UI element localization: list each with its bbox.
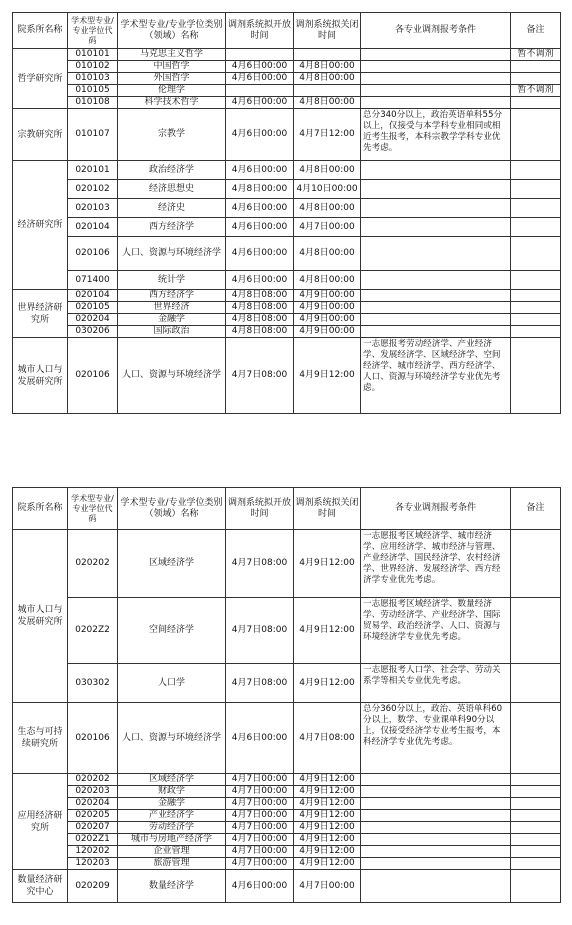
header-open-time: 调剂系统拟开放时间 [226, 13, 294, 49]
open-time-cell: 4月7日00:00 [226, 822, 294, 834]
note-cell [511, 834, 561, 846]
major-cell: 伦理学 [118, 85, 226, 97]
close-time-cell: 4月9日12:00 [294, 338, 361, 414]
open-time-cell: 4月7日08:00 [226, 338, 294, 414]
conditions-cell [361, 271, 511, 290]
major-cell: 世界经济 [118, 302, 226, 314]
close-time-cell: 4月9日12:00 [294, 810, 361, 822]
code-cell: 010108 [68, 97, 118, 109]
adjustment-table-2 [12, 487, 561, 903]
code-cell: 020204 [68, 798, 118, 810]
close-time-cell: 4月9日12:00 [294, 598, 361, 664]
open-time-cell: 4月7日00:00 [226, 810, 294, 822]
code-cell: 010102 [68, 61, 118, 73]
table-row [13, 846, 561, 858]
conditions-cell [361, 161, 511, 180]
note-cell: 暂不调剂 [511, 49, 561, 61]
conditions-cell [361, 774, 511, 786]
dept-name-cell: 哲学研究所 [13, 49, 68, 109]
table-row [13, 61, 561, 73]
close-time-cell: 4月8日00:00 [294, 237, 361, 271]
note-cell [511, 810, 561, 822]
open-time-cell: 4月6日00:00 [226, 218, 294, 237]
major-cell: 人口、资源与环境经济学 [118, 338, 226, 414]
table-row [13, 97, 561, 109]
conditions-cell [361, 326, 511, 338]
close-time-cell: 4月7日12:00 [294, 109, 361, 161]
note-cell [511, 73, 561, 85]
table-row [13, 85, 561, 97]
major-cell: 经济史 [118, 199, 226, 218]
table-row [13, 199, 561, 218]
note-cell [511, 846, 561, 858]
conditions-cell [361, 97, 511, 109]
close-time-cell [294, 85, 361, 97]
close-time-cell: 4月9日00:00 [294, 290, 361, 302]
major-cell: 中国哲学 [118, 61, 226, 73]
code-cell: 020106 [68, 338, 118, 414]
major-cell: 统计学 [118, 271, 226, 290]
major-cell: 空间经济学 [118, 598, 226, 664]
conditions-cell [361, 834, 511, 846]
major-cell: 旅游管理 [118, 858, 226, 870]
table-row [13, 237, 561, 271]
header-conditions: 各专业调剂报考条件 [361, 13, 511, 49]
conditions-cell: 一志愿报考区域经济学、数量经济学、劳动经济学、产业经济学、国际贸易学、政治经济学、人口、资源与环境经济学专业优先考虑。 [361, 598, 511, 664]
dept-name-cell: 城市人口与发展研究所 [13, 530, 68, 703]
note-cell [511, 199, 561, 218]
major-cell: 劳动经济学 [118, 822, 226, 834]
close-time-cell: 4月8日00:00 [294, 271, 361, 290]
open-time-cell: 4月6日00:00 [226, 61, 294, 73]
code-cell: 020203 [68, 786, 118, 798]
close-time-cell: 4月9日12:00 [294, 834, 361, 846]
table-row [13, 180, 561, 199]
open-time-cell: 4月7日00:00 [226, 846, 294, 858]
note-cell [511, 61, 561, 73]
conditions-cell [361, 302, 511, 314]
note-cell [511, 664, 561, 703]
code-cell: 020106 [68, 703, 118, 774]
note-cell [511, 786, 561, 798]
header-major: 学术型专业/专业学位类别（领域）名称 [118, 13, 226, 49]
major-cell: 政治经济学 [118, 161, 226, 180]
open-time-cell: 4月8日00:00 [226, 180, 294, 199]
close-time-cell: 4月7日00:00 [294, 218, 361, 237]
code-cell: 010107 [68, 109, 118, 161]
code-cell: 0202Z1 [68, 834, 118, 846]
code-cell: 020205 [68, 810, 118, 822]
open-time-cell: 4月8日08:00 [226, 326, 294, 338]
close-time-cell: 4月8日00:00 [294, 199, 361, 218]
close-time-cell: 4月8日00:00 [294, 97, 361, 109]
major-cell: 科学技术哲学 [118, 97, 226, 109]
conditions-cell: 总分340分以上，政治英语单科55分以上，仅接受与本学科专业相同或相近考生报考，本科宗教学学科专业优先考虑。 [361, 109, 511, 161]
close-time-cell: 4月9日00:00 [294, 326, 361, 338]
major-cell: 金融学 [118, 798, 226, 810]
header-major: 学术型专业/专业学位类别（领域）名称 [118, 488, 226, 530]
code-cell: 020209 [68, 870, 118, 903]
note-cell [511, 290, 561, 302]
table-row [13, 810, 561, 822]
open-time-cell: 4月8日08:00 [226, 302, 294, 314]
close-time-cell: 4月8日00:00 [294, 61, 361, 73]
table-row [13, 870, 561, 903]
adjustment-table-1 [12, 12, 561, 414]
table-row [13, 530, 561, 598]
note-cell: 暂不调剂 [511, 85, 561, 97]
code-cell: 010103 [68, 73, 118, 85]
code-cell: 010101 [68, 49, 118, 61]
open-time-cell: 4月7日00:00 [226, 858, 294, 870]
table-row [13, 338, 561, 414]
code-cell: 120203 [68, 858, 118, 870]
header-conditions: 各专业调剂报考条件 [361, 488, 511, 530]
major-cell: 人口、资源与环境经济学 [118, 703, 226, 774]
major-cell: 西方经济学 [118, 290, 226, 302]
conditions-cell [361, 73, 511, 85]
conditions-cell [361, 180, 511, 199]
table-row [13, 774, 561, 786]
table-row [13, 786, 561, 798]
close-time-cell: 4月9日12:00 [294, 822, 361, 834]
open-time-cell: 4月6日00:00 [226, 237, 294, 271]
close-time-cell [294, 49, 361, 61]
close-time-cell: 4月9日12:00 [294, 786, 361, 798]
open-time-cell [226, 85, 294, 97]
code-cell: 020102 [68, 180, 118, 199]
major-cell: 人口学 [118, 664, 226, 703]
dept-name-cell: 世界经济研究所 [13, 290, 68, 338]
conditions-cell [361, 237, 511, 271]
note-cell [511, 97, 561, 109]
open-time-cell: 4月6日00:00 [226, 870, 294, 903]
major-cell: 财政学 [118, 786, 226, 798]
open-time-cell: 4月6日00:00 [226, 109, 294, 161]
table-row [13, 109, 561, 161]
open-time-cell: 4月6日00:00 [226, 97, 294, 109]
open-time-cell: 4月7日08:00 [226, 530, 294, 598]
code-cell: 020103 [68, 199, 118, 218]
note-cell [511, 109, 561, 161]
note-cell [511, 774, 561, 786]
note-cell [511, 870, 561, 903]
close-time-cell: 4月9日12:00 [294, 530, 361, 598]
note-cell [511, 326, 561, 338]
conditions-cell: 一志愿报考劳动经济学、产业经济学、发展经济学、区域经济学、空间经济学、城市经济学、西方经济学、人口、资源与环境经济学专业优先考虑。 [361, 338, 511, 414]
table-row [13, 664, 561, 703]
table-row [13, 73, 561, 85]
header-close-time: 调剂系统拟关闭时间 [294, 13, 361, 49]
table-row [13, 798, 561, 810]
major-cell: 数量经济学 [118, 870, 226, 903]
code-cell: 020204 [68, 314, 118, 326]
open-time-cell: 4月7日00:00 [226, 786, 294, 798]
major-cell: 城市与房地产经济学 [118, 834, 226, 846]
close-time-cell: 4月7日00:00 [294, 870, 361, 903]
dept-name-cell: 城市人口与发展研究所 [13, 338, 68, 414]
table-row [13, 218, 561, 237]
note-cell [511, 338, 561, 414]
note-cell [511, 314, 561, 326]
close-time-cell: 4月7日08:00 [294, 703, 361, 774]
note-cell [511, 302, 561, 314]
note-cell [511, 218, 561, 237]
table-row [13, 49, 561, 61]
code-cell: 020202 [68, 530, 118, 598]
code-cell: 030206 [68, 326, 118, 338]
code-cell: 020104 [68, 290, 118, 302]
table-row [13, 271, 561, 290]
code-cell: 0202Z2 [68, 598, 118, 664]
table-row [13, 161, 561, 180]
close-time-cell: 4月10日00:00 [294, 180, 361, 199]
code-cell: 071400 [68, 271, 118, 290]
header-note: 备注 [511, 13, 561, 49]
note-cell [511, 237, 561, 271]
note-cell [511, 271, 561, 290]
open-time-cell: 4月7日00:00 [226, 798, 294, 810]
header-dept: 院系所名称 [13, 13, 68, 49]
dept-name-cell: 宗教研究所 [13, 109, 68, 161]
close-time-cell: 4月9日00:00 [294, 314, 361, 326]
note-cell [511, 180, 561, 199]
major-cell: 西方经济学 [118, 218, 226, 237]
conditions-cell [361, 85, 511, 97]
conditions-cell [361, 49, 511, 61]
open-time-cell: 4月7日08:00 [226, 598, 294, 664]
close-time-cell: 4月9日12:00 [294, 798, 361, 810]
conditions-cell [361, 314, 511, 326]
note-cell [511, 703, 561, 774]
header-close-time: 调剂系统拟关闭时间 [294, 488, 361, 530]
code-cell: 020104 [68, 218, 118, 237]
table-row [13, 314, 561, 326]
major-cell: 区域经济学 [118, 774, 226, 786]
table-row [13, 290, 561, 302]
close-time-cell: 4月9日00:00 [294, 302, 361, 314]
code-cell: 020202 [68, 774, 118, 786]
note-cell [511, 822, 561, 834]
note-cell [511, 530, 561, 598]
table-row [13, 822, 561, 834]
conditions-cell [361, 858, 511, 870]
close-time-cell: 4月8日00:00 [294, 161, 361, 180]
table-row [13, 834, 561, 846]
note-cell [511, 858, 561, 870]
table-row [13, 302, 561, 314]
open-time-cell [226, 49, 294, 61]
note-cell [511, 161, 561, 180]
header-dept: 院系所名称 [13, 488, 68, 530]
open-time-cell: 4月6日00:00 [226, 271, 294, 290]
header-note: 备注 [511, 488, 561, 530]
dept-name-cell: 数量经济研究中心 [13, 870, 68, 903]
header-row [13, 488, 561, 530]
table-row [13, 858, 561, 870]
open-time-cell: 4月7日00:00 [226, 774, 294, 786]
conditions-cell [361, 199, 511, 218]
conditions-cell [361, 218, 511, 237]
open-time-cell: 4月6日00:00 [226, 199, 294, 218]
major-cell: 外国哲学 [118, 73, 226, 85]
header-code: 学术型专业/专业学位代码 [68, 13, 118, 49]
open-time-cell: 4月8日08:00 [226, 290, 294, 302]
table-row [13, 703, 561, 774]
header-open-time: 调剂系统拟开放时间 [226, 488, 294, 530]
conditions-cell [361, 870, 511, 903]
major-cell: 企业管理 [118, 846, 226, 858]
major-cell: 经济思想史 [118, 180, 226, 199]
major-cell: 区域经济学 [118, 530, 226, 598]
open-time-cell: 4月6日00:00 [226, 703, 294, 774]
close-time-cell: 4月9日12:00 [294, 858, 361, 870]
conditions-cell [361, 786, 511, 798]
header-row [13, 13, 561, 49]
conditions-cell: 一志愿报考人口学、社会学、劳动关系学等相关专业优先考虑。 [361, 664, 511, 703]
open-time-cell: 4月6日00:00 [226, 161, 294, 180]
major-cell: 金融学 [118, 314, 226, 326]
open-time-cell: 4月6日00:00 [226, 73, 294, 85]
conditions-cell [361, 810, 511, 822]
open-time-cell: 4月7日00:00 [226, 834, 294, 846]
conditions-cell [361, 846, 511, 858]
table-row [13, 326, 561, 338]
major-cell: 马克思主义哲学 [118, 49, 226, 61]
close-time-cell: 4月9日12:00 [294, 664, 361, 703]
major-cell: 宗教学 [118, 109, 226, 161]
code-cell: 030302 [68, 664, 118, 703]
dept-name-cell: 经济研究所 [13, 161, 68, 290]
conditions-cell [361, 290, 511, 302]
close-time-cell: 4月9日12:00 [294, 846, 361, 858]
open-time-cell: 4月7日08:00 [226, 664, 294, 703]
close-time-cell: 4月9日12:00 [294, 774, 361, 786]
code-cell: 120202 [68, 846, 118, 858]
code-cell: 020106 [68, 237, 118, 271]
code-cell: 010105 [68, 85, 118, 97]
code-cell: 020105 [68, 302, 118, 314]
major-cell: 人口、资源与环境经济学 [118, 237, 226, 271]
close-time-cell: 4月8日00:00 [294, 73, 361, 85]
dept-name-cell: 应用经济研究所 [13, 774, 68, 870]
major-cell: 国际政治 [118, 326, 226, 338]
code-cell: 020207 [68, 822, 118, 834]
dept-name-cell: 生态与可持续研究所 [13, 703, 68, 774]
major-cell: 产业经济学 [118, 810, 226, 822]
conditions-cell: 总分360分以上，政治、英语单科60分以上，数学、专业课单科90分以上，仅接受经济学专业考生报考，本科经济学专业优先考虑。 [361, 703, 511, 774]
conditions-cell [361, 822, 511, 834]
note-cell [511, 798, 561, 810]
conditions-cell [361, 798, 511, 810]
code-cell: 020101 [68, 161, 118, 180]
conditions-cell [361, 61, 511, 73]
table-row [13, 598, 561, 664]
open-time-cell: 4月8日08:00 [226, 314, 294, 326]
note-cell [511, 598, 561, 664]
header-code: 学术型专业/专业学位代码 [68, 488, 118, 530]
conditions-cell: 一志愿报考区域经济学、城市经济学、应用经济学、城市经济与管理、产业经济学、国民经济学、农村经济学、世界经济、发展经济学、西方经济学专业优先考虑。 [361, 530, 511, 598]
